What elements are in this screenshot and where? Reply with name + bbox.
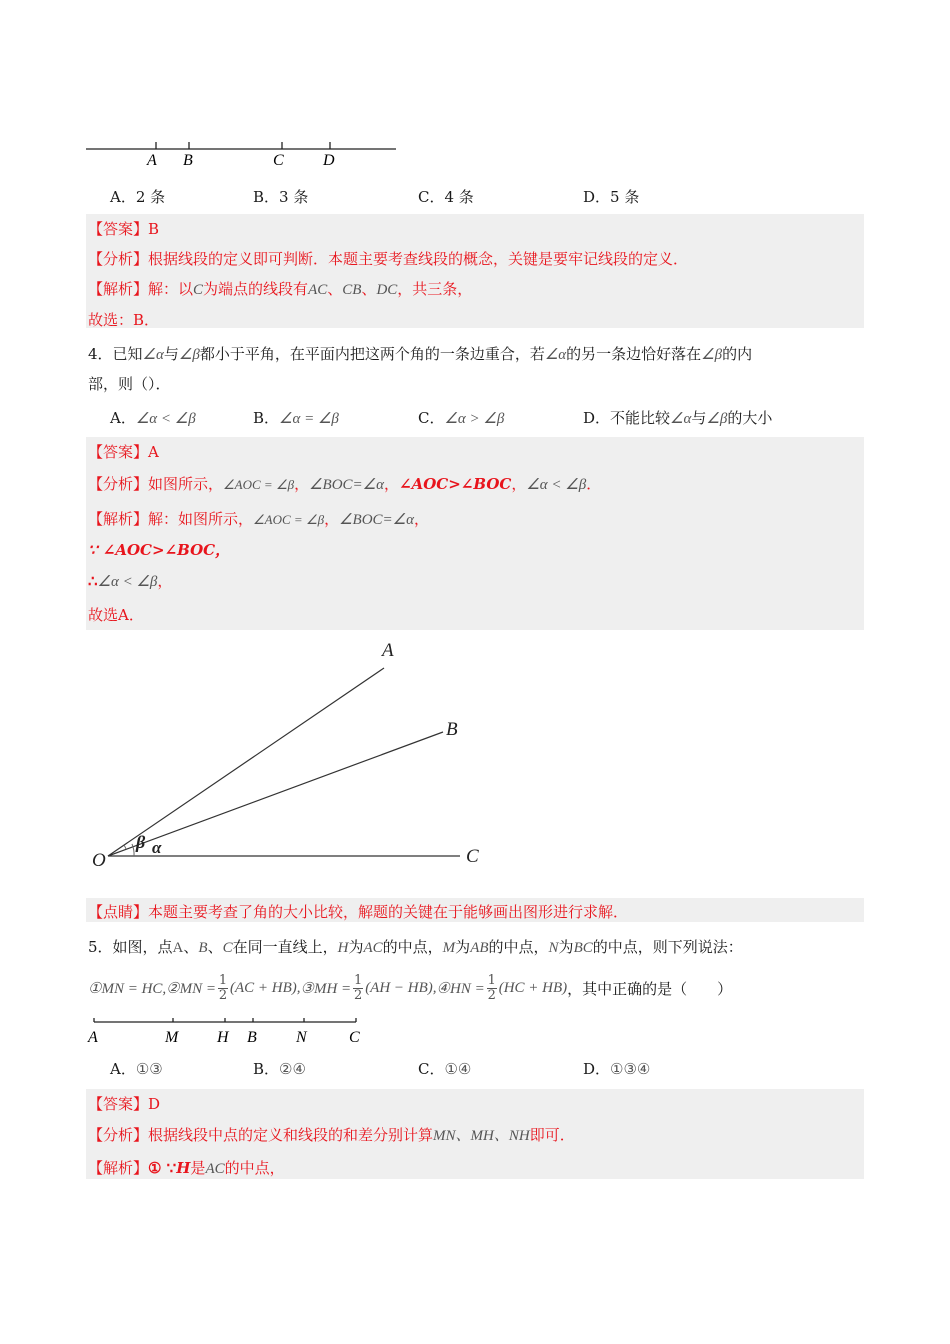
q3-option-c: C．4 条 <box>418 188 474 206</box>
q3-option-d: D．5 条 <box>583 188 640 206</box>
q4-question-line1: 4．已知∠α与∠β都小于平角，在平面内把这两个角的一条边重合，若∠α的另一条边恰好落在∠β的内 <box>88 345 753 363</box>
segment-figure-abcd <box>86 138 398 172</box>
label-b: B <box>183 152 193 169</box>
label-c: C <box>349 1029 360 1046</box>
label-beta: β <box>136 832 146 852</box>
label-a: A <box>147 152 157 169</box>
q4-since: ∵ ∠AOC>∠BOC， <box>88 541 231 559</box>
q4-solution: 【解析】解：如图所示，∠AOC = ∠β，∠BOC=∠α， <box>88 510 430 528</box>
q3-option-b: B．3 条 <box>253 188 309 206</box>
q5-option-b: B．②④ <box>253 1060 306 1078</box>
q3-conclusion: 故选：B． <box>88 311 160 329</box>
q4-question-line2: 部，则（）． <box>88 375 171 393</box>
q5-analysis: 【分析】根据线段中点的定义和线段的和差分别计算MN、MH、NH即可． <box>88 1126 575 1144</box>
q4-option-c: C．∠α > ∠β <box>418 409 505 427</box>
label-a: A <box>88 1029 98 1046</box>
label-m: M <box>165 1029 179 1046</box>
q4-answer: 【答案】A <box>88 443 159 461</box>
q5-option-c: C．①④ <box>418 1060 472 1078</box>
q5-answer: 【答案】D <box>88 1095 161 1113</box>
q4-option-d: D．不能比较∠α与∠β的大小 <box>583 409 773 427</box>
q5-statements: ①MN = HC, ②MN = 1 2 (AC + HB), ③MH = 1 2 (AH − HB), ④HN = 1 2 (HC + HB) ，其中正确的是（ ） <box>88 972 733 1003</box>
q4-option-b: B．∠α = ∠β <box>253 409 339 427</box>
q4-option-a: A．∠α < ∠β <box>110 409 196 427</box>
label-alpha: α <box>152 838 162 857</box>
angle-figure <box>86 630 510 894</box>
label-c: C <box>273 152 284 169</box>
label-a: A <box>382 640 394 661</box>
label-n: N <box>296 1029 307 1046</box>
q3-option-a: A．2 条 <box>110 188 166 206</box>
q3-answer: 【答案】B <box>88 220 160 238</box>
q5-solution: 【解析】① ∵H是AC的中点， <box>88 1159 285 1177</box>
q4-analysis: 【分析】如图所示，∠AOC = ∠β，∠BOC=∠α，∠AOC>∠BOC，∠α < ∠β． <box>88 475 602 493</box>
label-b: B <box>446 719 458 740</box>
fraction-half: 1 2 <box>487 972 496 1003</box>
figure-background <box>86 630 510 894</box>
q4-comment: 【点睛】本题主要考查了角的大小比较，解题的关键在于能够画出图形进行求解． <box>88 903 629 921</box>
q5-question-line1: 5．如图，点A、B、C在同一直线上，H为AC的中点，M为AB的中点，N为BC的中点，则下列说法： <box>88 938 743 956</box>
segment-figure-amhbnc <box>86 1014 366 1048</box>
q3-answer-block <box>86 214 864 328</box>
q5-option-a: A．①③ <box>110 1060 163 1078</box>
label-b: B <box>247 1029 257 1046</box>
fraction-half: 1 2 <box>354 972 363 1003</box>
q4-conclusion: 故选A． <box>88 606 144 624</box>
q3-solution: 【解析】解：以C为端点的线段有AC、CB、DC，共三条， <box>88 280 473 298</box>
q5-option-d: D．①③④ <box>583 1060 651 1078</box>
angle-figure-panel <box>86 630 510 894</box>
label-h: H <box>217 1029 229 1046</box>
label-d: D <box>323 152 335 169</box>
q4-therefore: ∴∠α < ∠β， <box>88 572 173 590</box>
q4-answer-block <box>86 437 864 630</box>
fraction-half: 1 2 <box>218 972 228 1003</box>
label-o: O <box>92 850 106 871</box>
label-c: C <box>466 846 479 867</box>
q3-analysis: 【分析】根据线段的定义即可判断．本题主要考查线段的概念，关键是要牢记线段的定义． <box>88 250 689 268</box>
